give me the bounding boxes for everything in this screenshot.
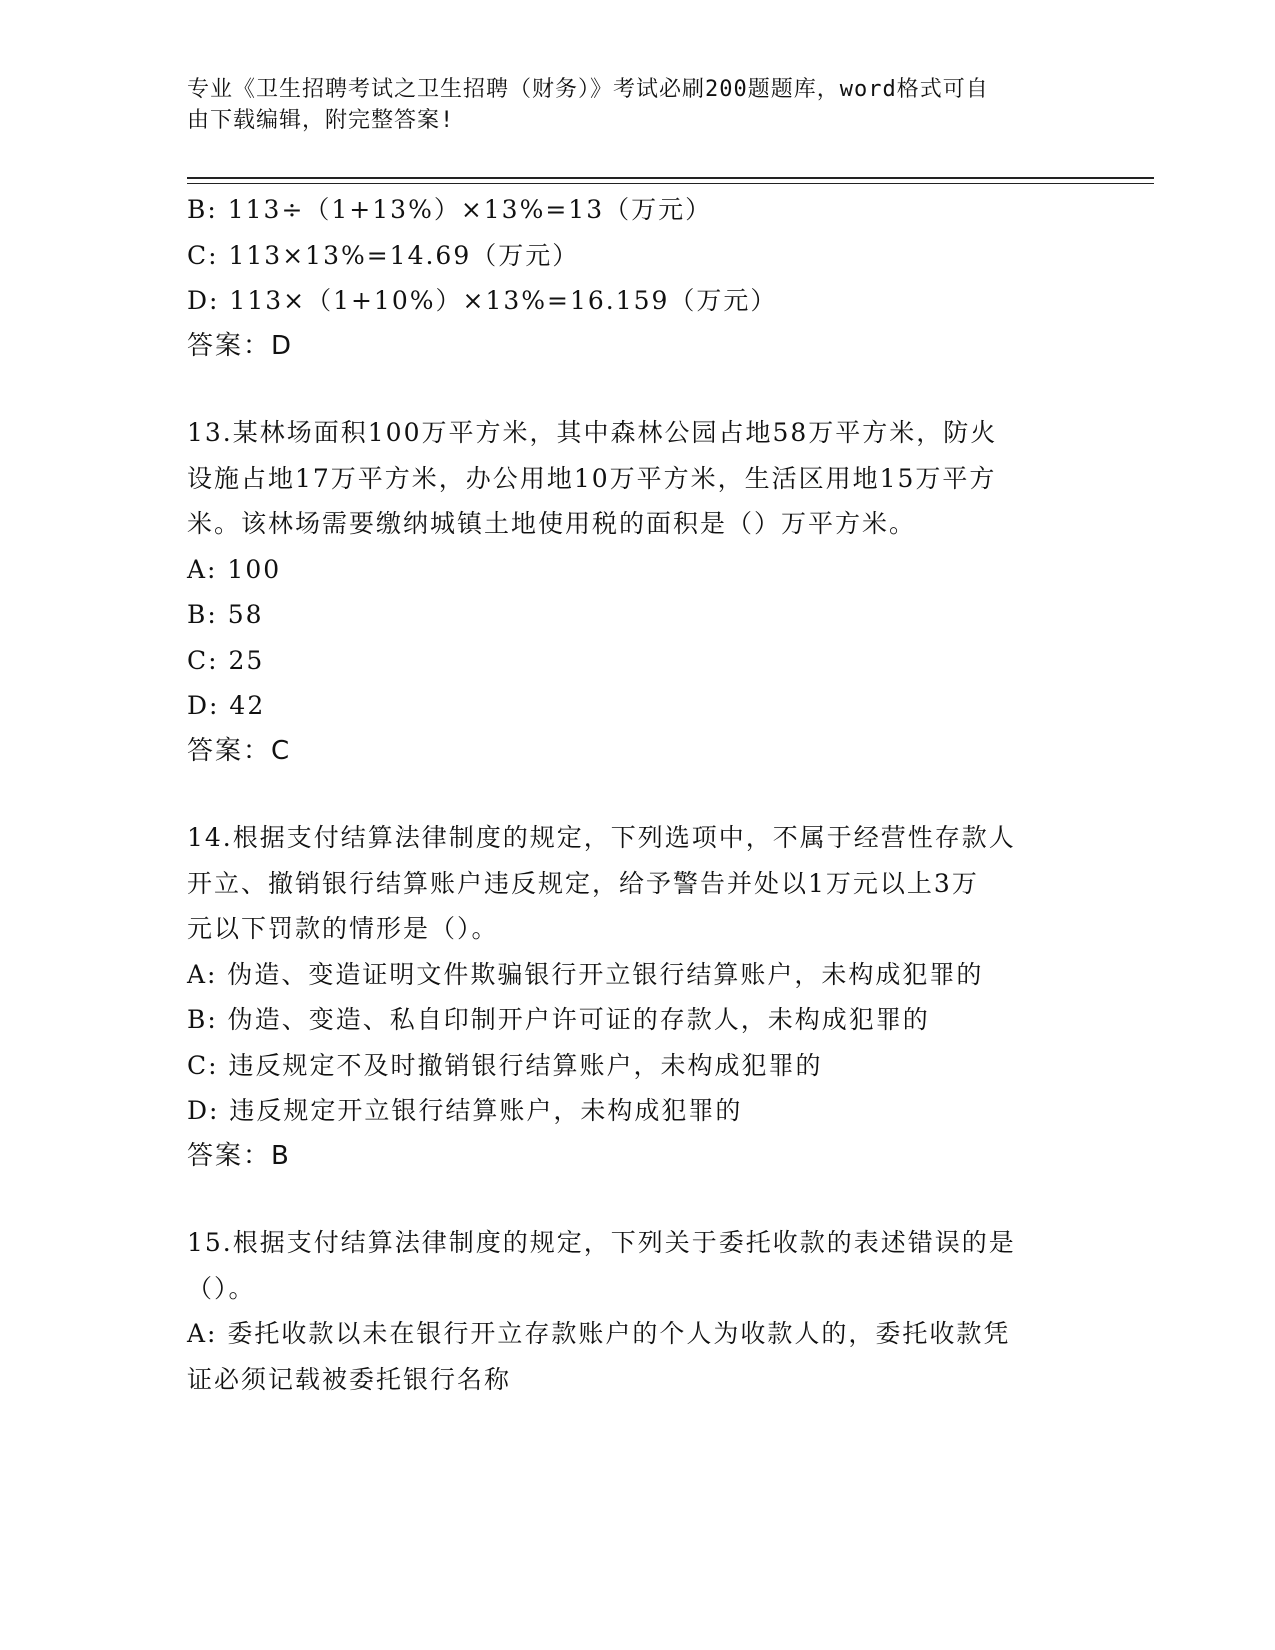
header-divider-thick [187,177,1154,179]
option-a: A: 100 [187,554,282,584]
answer-label: 答案：C [187,735,292,766]
question-text-line: （）。 [187,1273,256,1303]
question-text-line: 15.根据支付结算法律制度的规定，下列关于委托收款的表述错误的是 [187,1228,1016,1257]
answer-label: 答案：B [187,1140,291,1171]
option-a: A: 委托收款以未在银行开立存款账户的个人为收款人的，委托收款凭 [187,1319,1011,1348]
question-13-block [187,410,1087,774]
spacer [187,1179,1087,1220]
header-line-1: 专业《卫生招聘考试之卫生招聘（财务）》考试必刷200题题库，word格式可自 [187,77,989,102]
option-b: B: 58 [187,600,264,629]
spacer [187,774,1087,815]
question-15-block [187,1220,1087,1402]
question-text-line: 开立、撤销银行结算账户违反规定，给予警告并处以1万元以上3万 [187,868,979,898]
spacer [187,369,1087,410]
option-b: B: 113÷（1+13%）×13%=13（万元） [187,195,713,224]
option-d: D: 42 [187,691,266,720]
question-text-line: 米。该林场需要缴纳城镇土地使用税的面积是（）万平方米。 [187,509,917,538]
document-header [187,74,1067,136]
header-divider-thin [187,183,1154,184]
option-d: D: 违反规定开立银行结算账户，未构成犯罪的 [187,1096,743,1125]
header-line-2: 由下载编辑，附完整答案! [187,108,455,133]
option-a: A: 伪造、变造证明文件欺骗银行开立银行结算账户，未构成犯罪的 [187,959,984,989]
option-a-continued: 证必须记载被委托银行名称 [187,1364,512,1394]
option-d: D: 113×（1+10%）×13%=16.159（万元） [187,286,778,315]
question-14-block [187,815,1087,1179]
question-text-line: 设施占地17万平方米，办公用地10万平方米，生活区用地15万平方 [187,463,997,493]
option-b: B: 伪造、变造、私自印制开户许可证的存款人，未构成犯罪的 [187,1005,930,1034]
option-c: C: 25 [187,645,265,675]
previous-question-block [187,187,1087,369]
question-text-line: 元以下罚款的情形是（）。 [187,914,499,943]
option-c: C: 113×13%=14.69（万元） [187,240,580,270]
answer-label: 答案：D [187,330,294,361]
question-text-line: 13.某林场面积100万平方米，其中森林公园占地58万平方米，防火 [187,418,998,447]
option-c: C: 违反规定不及时撤销银行结算账户，未构成犯罪的 [187,1050,823,1080]
question-content [187,187,1087,1402]
question-text-line: 14.根据支付结算法律制度的规定，下列选项中，不属于经营性存款人 [187,823,1016,852]
